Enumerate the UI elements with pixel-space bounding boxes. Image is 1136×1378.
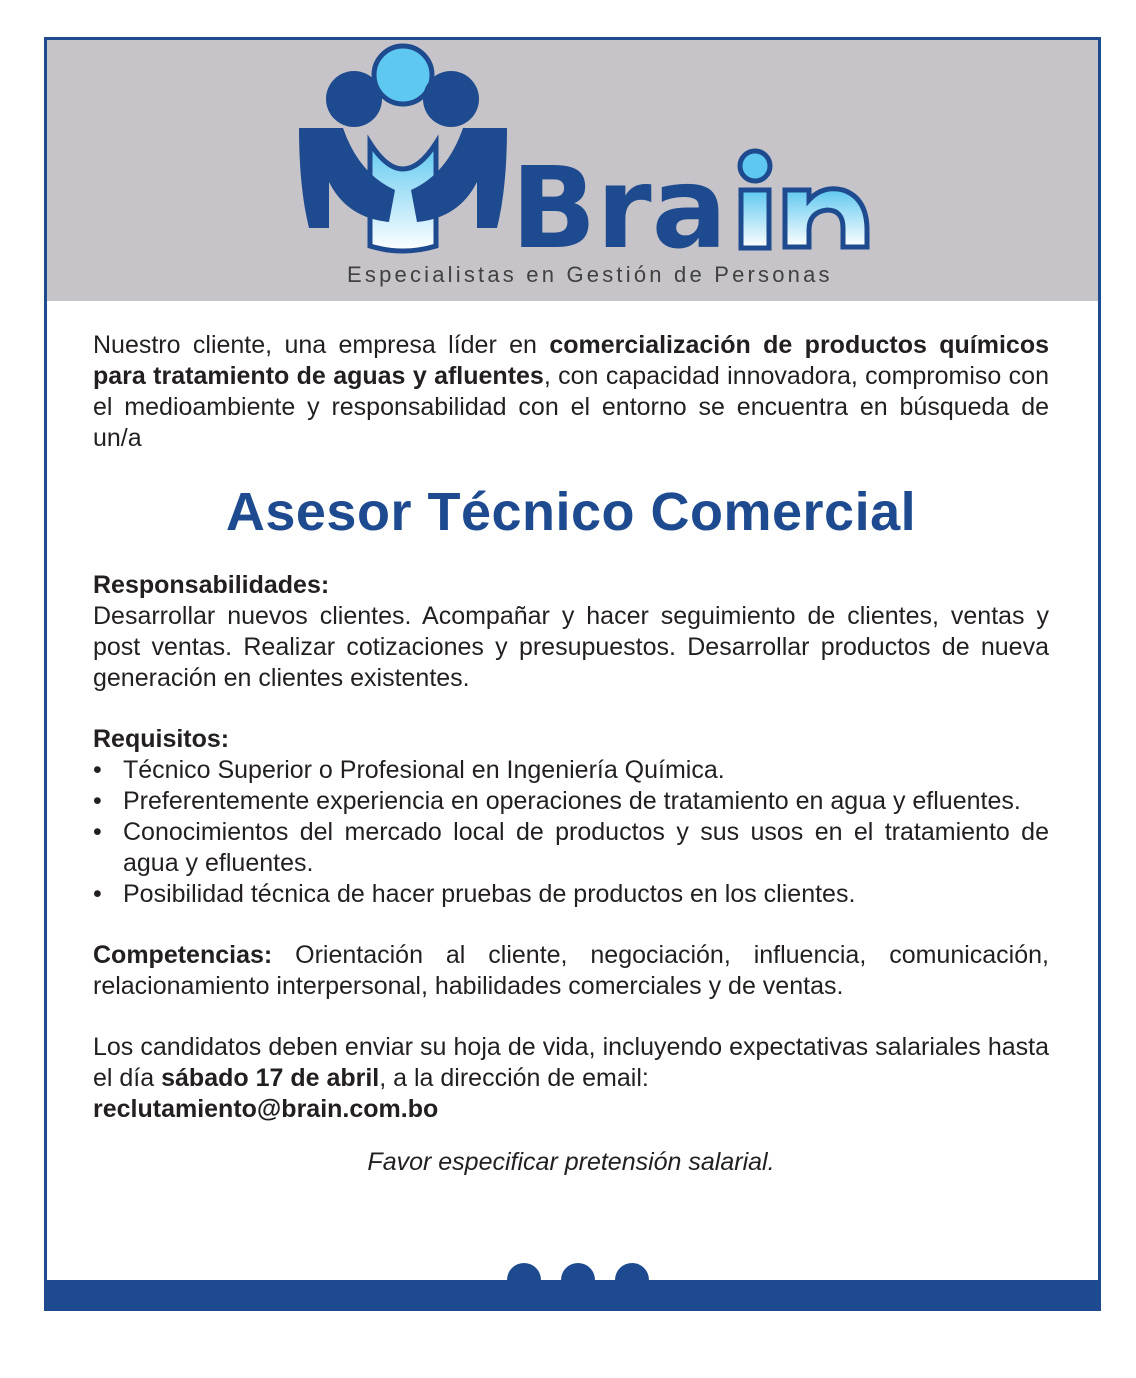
application-text-2: , a la dirección de email: [379, 1064, 649, 1092]
list-item: • Preferentemente experiencia en operaciones de tratamiento en agua y efluentes. [93, 786, 1049, 817]
intro-text-1: Nuestro cliente, una empresa líder en [93, 331, 550, 359]
responsibilities-title: Responsabilidades: [93, 571, 330, 599]
application-text-1: Los candidatos deben enviar su hoja de vida, incluyendo expectativas salariales hasta el día [93, 1033, 1049, 1092]
intro-text-2: , con capacidad innovadora, compromiso con el medioambiente y responsabilidad con el entorno se encuentra en búsqueda de un/a [93, 362, 1049, 452]
list-item: • Conocimientos del mercado local de productos y sus usos en el tratamiento de agua y efluentes. [93, 817, 1049, 879]
application-paragraph [93, 1032, 1049, 1125]
footer-bar [47, 1280, 1098, 1308]
competencies-paragraph [93, 940, 1049, 1002]
job-title: Asesor Técnico Comercial [225, 482, 917, 542]
list-item: • Técnico Superior o Profesional en Ingeniería Química. [93, 755, 1049, 786]
brand-header [47, 40, 1098, 301]
list-item: • Posibilidad técnica de hacer pruebas de productos en los clientes. [93, 879, 1049, 910]
logo-head-right-icon [423, 71, 479, 127]
requirements-title: Requisitos: [93, 725, 230, 753]
job-posting-frame [44, 37, 1101, 1311]
competencies-title: Competencias: [93, 941, 273, 969]
responsibilities-text: Desarrollar nuevos clientes. Acompañar y hacer seguimiento de clientes, ventas y post ventas. Realizar cotizaciones y presupuestos. Desarrollar productos de nueva generación en clientes existentes. [93, 602, 1049, 692]
logo-head-left-icon [326, 71, 382, 127]
contact-email-link[interactable]: reclutamiento@brain.com.bo [93, 1095, 439, 1123]
deadline-date: sábado 17 de abril [161, 1064, 380, 1092]
logo-wordmark-bra: Bra [511, 144, 728, 274]
brand-tagline: Especialistas en Gestión de Personas [347, 262, 833, 287]
posting-content [93, 330, 1049, 1178]
competencies-text: Orientación al cliente, negociación, influencia, comunicación, relacionamiento interpersonal, habilidades comerciales y de ventas. [93, 941, 1049, 1000]
logo-i-stem-icon [741, 190, 769, 248]
logo-i-dot-icon [740, 151, 770, 181]
intro-paragraph [93, 330, 1049, 454]
closing-note: Favor especificar pretensión salarial. [367, 1148, 775, 1176]
intro-bold-text: comercialización de productos químicos para tratamiento de aguas y afluentes [93, 331, 1049, 390]
requirements-list [93, 755, 1049, 910]
logo-n-letter-icon [785, 189, 867, 247]
